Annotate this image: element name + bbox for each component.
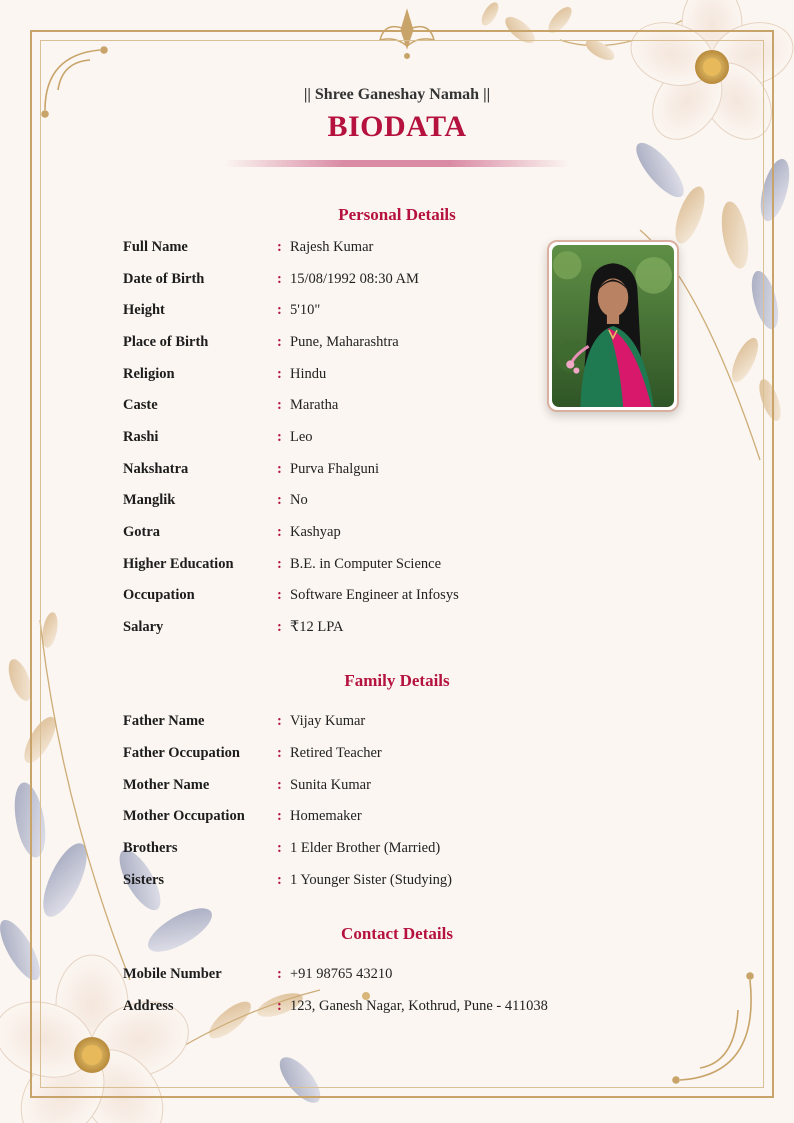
detail-value: Pune, Maharashtra	[290, 334, 399, 350]
detail-label: Caste	[123, 397, 158, 413]
detail-value: 5'10"	[290, 302, 321, 318]
detail-value: Software Engineer at Infosys	[290, 587, 459, 603]
invocation-text: || Shree Ganeshay Namah ||	[303, 86, 491, 103]
detail-value: Retired Teacher	[290, 745, 382, 761]
detail-value: No	[290, 492, 308, 508]
detail-separator: :	[277, 872, 282, 888]
detail-label: Occupation	[123, 587, 195, 603]
detail-label: Manglik	[123, 492, 176, 508]
detail-label: Date of Birth	[123, 271, 205, 287]
detail-value: Purva Fhalguni	[290, 461, 380, 477]
detail-separator: :	[277, 271, 282, 287]
detail-label: Brothers	[123, 840, 178, 856]
detail-label: Sisters	[123, 872, 165, 888]
detail-value: Leo	[290, 429, 313, 445]
detail-separator: :	[277, 998, 282, 1014]
detail-separator: :	[277, 840, 282, 856]
detail-value: Homemaker	[290, 808, 362, 824]
detail-value: Kashyap	[290, 524, 341, 540]
detail-separator: :	[277, 808, 282, 824]
detail-label: Salary	[123, 619, 164, 635]
detail-separator: :	[277, 461, 282, 477]
detail-value: 1 Younger Sister (Studying)	[290, 872, 452, 888]
detail-separator: :	[277, 397, 282, 413]
detail-value: Vijay Kumar	[290, 713, 366, 729]
detail-label: Father Name	[123, 713, 205, 729]
detail-label: Rashi	[123, 429, 159, 445]
detail-value: Rajesh Kumar	[290, 239, 374, 255]
detail-separator: :	[277, 619, 282, 635]
detail-value: Maratha	[290, 397, 339, 413]
profile-photo-frame	[547, 240, 679, 412]
detail-separator: :	[277, 302, 282, 318]
detail-value: +91 98765 43210	[290, 966, 393, 982]
detail-value: 15/08/1992 08:30 AM	[290, 271, 419, 287]
detail-separator: :	[277, 966, 282, 982]
detail-label: Mother Name	[123, 777, 210, 793]
detail-value: B.E. in Computer Science	[290, 556, 442, 572]
contact-details-heading: Contact Details	[341, 924, 453, 943]
detail-label: Address	[123, 998, 174, 1014]
detail-label: Place of Birth	[123, 334, 209, 350]
detail-separator: :	[277, 366, 282, 382]
detail-separator: :	[277, 239, 282, 255]
detail-value: Sunita Kumar	[290, 777, 371, 793]
profile-photo	[552, 245, 674, 407]
detail-label: Mother Occupation	[123, 808, 245, 824]
family-details-heading: Family Details	[344, 671, 450, 690]
detail-separator: :	[277, 492, 282, 508]
detail-separator: :	[277, 334, 282, 350]
detail-label: Father Occupation	[123, 745, 240, 761]
detail-value: 1 Elder Brother (Married)	[290, 840, 441, 856]
detail-value: 123, Ganesh Nagar, Kothrud, Pune - 411038	[290, 998, 548, 1014]
detail-separator: :	[277, 777, 282, 793]
title-underline	[224, 160, 570, 167]
detail-separator: :	[277, 713, 282, 729]
detail-separator: :	[277, 524, 282, 540]
detail-value: ₹12 LPA	[290, 619, 344, 635]
detail-separator: :	[277, 587, 282, 603]
detail-separator: :	[277, 745, 282, 761]
detail-label: Higher Education	[123, 556, 234, 572]
detail-label: Religion	[123, 366, 175, 382]
detail-label: Full Name	[123, 239, 188, 255]
page-title: BIODATA	[327, 110, 467, 143]
detail-label: Mobile Number	[123, 966, 222, 982]
detail-label: Height	[123, 302, 165, 318]
detail-value: Hindu	[290, 366, 327, 382]
detail-separator: :	[277, 556, 282, 572]
detail-label: Nakshatra	[123, 461, 189, 477]
personal-details-heading: Personal Details	[338, 205, 456, 224]
detail-separator: :	[277, 429, 282, 445]
detail-label: Gotra	[123, 524, 161, 540]
